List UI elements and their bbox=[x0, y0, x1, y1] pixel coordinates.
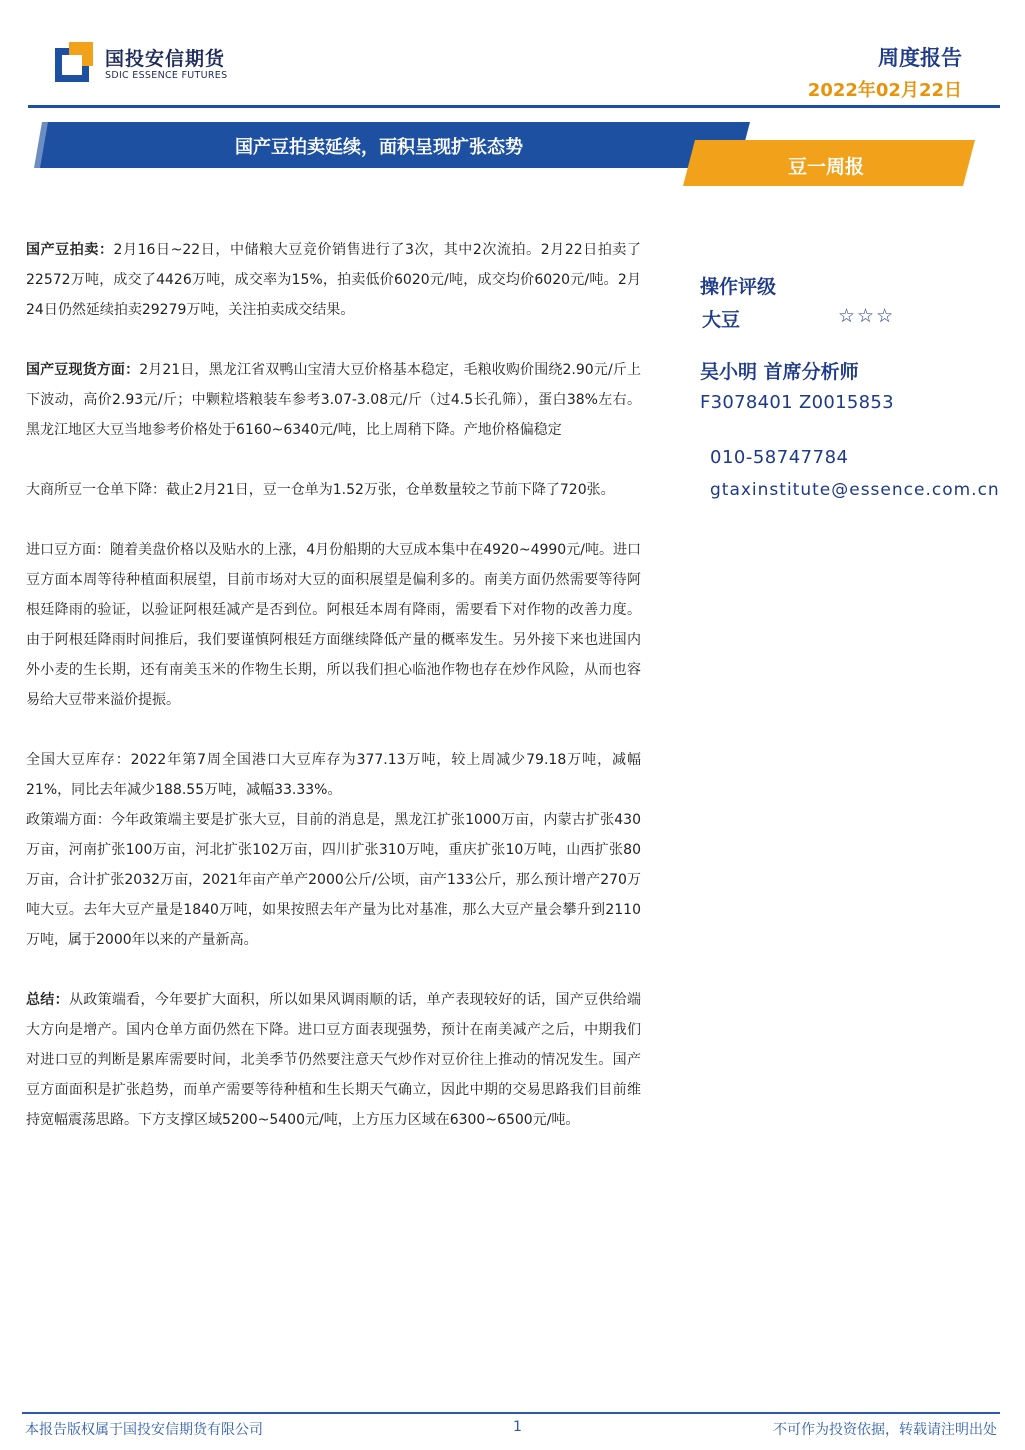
rating-stars-icon: ☆☆☆ bbox=[838, 305, 896, 327]
footer-divider bbox=[22, 1412, 1000, 1414]
company-name-cn: 国投安信期货 bbox=[105, 48, 226, 70]
footer-copyright: 本报告版权属于国投安信期货有限公司 bbox=[25, 1422, 263, 1438]
contact-email[interactable]: gtaxinstitute@essence.com.cn bbox=[710, 480, 1000, 500]
paragraph-inventory: 全国大豆库存：2022年第7周全国港口大豆库存为377.13万吨，较上周减少79.18万吨，减幅21%，同比去年减少188.55万吨，减幅33.33%。 bbox=[26, 752, 641, 798]
report-body bbox=[26, 235, 641, 1165]
paragraph-summary: 总结：从政策端看，今年要扩大面积，所以如果风调雨顺的话，单产表现较好的话，国产豆供给端大方向是增产。国内仓单方面仍然在下降。进口豆方面表现强势，预计在南美减产之后，中期我们对进口豆的判断是累库需要时间，北美季节仍然要注意天气炒作对豆价往上推动的情况发生。国产豆方面面积是扩张趋势，而单产需要等待种植和生长期天气确立，因此中期的交易思路我们目前维持宽幅震荡思路。下方支撑区域5200~5400元/吨，上方压力区域在6300~6500元/吨。 bbox=[26, 992, 642, 1128]
analyst-name: 吴小明 首席分析师 bbox=[700, 361, 859, 383]
logo-mark-icon bbox=[55, 42, 95, 82]
paragraph-imports: 进口豆方面：随着美盘价格以及贴水的上涨，4月份船期的大豆成本集中在4920~4990元/吨。进口豆方面本周等待种植面积展望，目前市场对大豆的面积展望是偏利多的。南美方面仍然需要等待阿根廷降雨的验证，以验证阿根廷减产是否到位。阿根廷本周有降雨，需要看下对作物的改善力度。由于阿根廷降雨时间推后，我们要谨慎阿根廷方面继续降低产量的概率发生。另外接下来也进国内外小麦的生长期，还有南美玉米的作物生长期，所以我们担心临池作物也存在炒作风险，从而也容易给大豆带来溢价提振。 bbox=[26, 542, 641, 708]
company-logo bbox=[55, 42, 255, 92]
report-headline: 国产豆拍卖延续，面积呈现扩张态势 bbox=[235, 137, 523, 158]
report-date: 2022年02月22日 bbox=[807, 80, 962, 101]
paragraph-auction: 国产豆拍卖：2月16日~22日，中储粮大豆竞价销售进行了3次，其中2次流拍。2月22日拍卖了22572万吨，成交了4426万吨，成交率为15%，拍卖低价6020元/吨，成交均价6020元/吨。2月24日仍然延续拍卖29279万吨，关注拍卖成交结果。 bbox=[26, 242, 641, 318]
footer-disclaimer: 不可作为投资依据，转载请注明出处 bbox=[773, 1422, 997, 1438]
header-divider bbox=[28, 105, 1000, 108]
contact-phone: 010-58747784 bbox=[710, 447, 849, 468]
page-number: 1 bbox=[513, 1419, 522, 1435]
section-tag: 豆一周报 bbox=[788, 156, 865, 178]
rating-row bbox=[700, 305, 1025, 337]
paragraph-spot: 国产豆现货方面：2月21日，黑龙江省双鸭山宝清大豆价格基本稳定，毛粮收购价围绕2.90元/斤上下波动，高价2.93元/斤；中颗粒塔粮装车参考3.07-3.08元/斤（过4.5长孔筛），蛋白38%左右。黑龙江地区大豆当地参考价格处于6160~6340元/吨，比上周稍下降。产地价格偏稳定 bbox=[26, 362, 642, 438]
rating-item: 大豆 bbox=[702, 309, 741, 331]
company-name-en: SDIC ESSENCE FUTURES bbox=[105, 70, 228, 81]
paragraph-policy: 政策端方面：今年政策端主要是扩张大豆，目前的消息是，黑龙江扩张1000万亩，内蒙古扩张430万亩，河南扩张100万亩，河北扩张102万亩，四川扩张310万吨，重庆扩张10万吨，山西扩张80万亩，合计扩张2032万亩，2021年亩产单产2000公斤/公顷，亩产133公斤，那么预计增产270万吨大豆。去年大豆产量是1840万吨，如果按照去年产量为比对基准，那么大豆产量会攀升到2110万吨，属于2000年以来的产量新高。 bbox=[26, 812, 641, 948]
rating-label: 操作评级 bbox=[700, 276, 777, 298]
analyst-cert-ids: F3078401 Z0015853 bbox=[700, 392, 894, 413]
report-type: 周度报告 bbox=[878, 46, 962, 70]
paragraph-warehouse-receipts: 大商所豆一仓单下降：截止2月21日，豆一仓单为1.52万张，仓单数量较之节前下降了720张。 bbox=[26, 482, 615, 498]
sidebar bbox=[700, 272, 1025, 500]
